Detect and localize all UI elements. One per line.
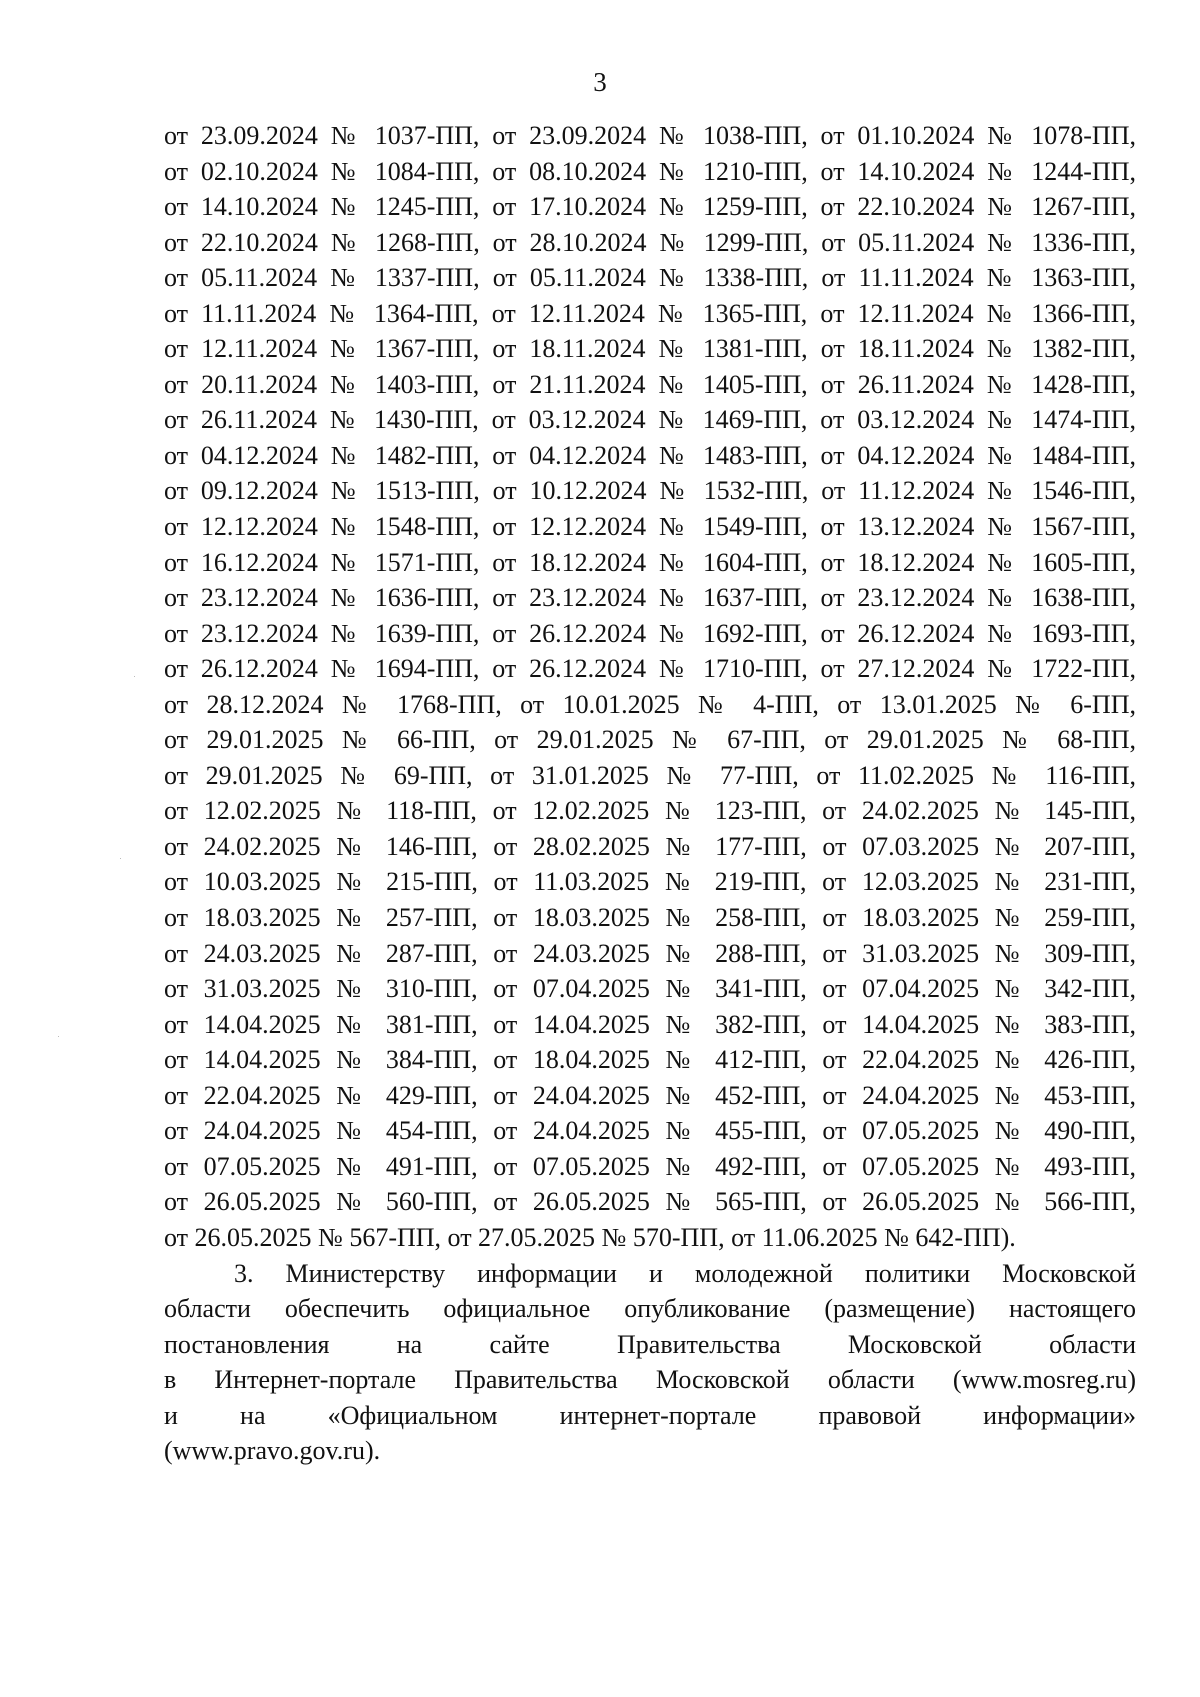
list-line: от 11.11.2024 № 1364-ПП, от 12.11.2024 № 1365-ПП, от 12.11.2024 № 1366-ПП, — [164, 298, 1136, 328]
list-line: от 29.01.2025 № 66-ПП, от 29.01.2025 № 67-ПП, от 29.01.2025 № 68-ПП, — [164, 725, 1136, 755]
list-line: от 31.03.2025 № 310-ПП, от 07.04.2025 № 341-ПП, от 07.04.2025 № 342-ПП, — [164, 974, 1136, 1004]
list-line: от 12.02.2025 № 118-ПП, от 12.02.2025 № 123-ПП, от 24.02.2025 № 145-ПП, — [164, 796, 1136, 826]
list-line: от 14.04.2025 № 381-ПП, от 14.04.2025 № 382-ПП, от 14.04.2025 № 383-ПП, — [164, 1009, 1136, 1039]
list-line: от 24.02.2025 № 146-ПП, от 28.02.2025 № 177-ПП, от 07.03.2025 № 207-ПП, — [164, 831, 1136, 861]
list-line: от 18.03.2025 № 257-ПП, от 18.03.2025 № 258-ПП, от 18.03.2025 № 259-ПП, — [164, 903, 1136, 933]
list-line: от 29.01.2025 № 69-ПП, от 31.01.2025 № 77-ПП, от 11.02.2025 № 116-ПП, — [164, 760, 1136, 790]
list-line: от 28.12.2024 № 1768-ПП, от 10.01.2025 № 4-ПП, от 13.01.2025 № 6-ПП, — [164, 689, 1136, 719]
list-line: от 07.05.2025 № 491-ПП, от 07.05.2025 № 492-ПП, от 07.05.2025 № 493-ПП, — [164, 1151, 1136, 1181]
list-line: от 24.04.2025 № 454-ПП, от 24.04.2025 № 455-ПП, от 07.05.2025 № 490-ПП, — [164, 1116, 1136, 1146]
paragraph-line: постановления на сайте Правительства Московской области — [164, 1329, 1136, 1359]
list-line: от 26.12.2024 № 1694-ПП, от 26.12.2024 № 1710-ПП, от 27.12.2024 № 1722-ПП, — [164, 654, 1136, 684]
list-line: от 26.05.2025 № 560-ПП, от 26.05.2025 № 565-ПП, от 26.05.2025 № 566-ПП, — [164, 1187, 1136, 1217]
resolution-list — [164, 118, 1136, 1256]
list-line: от 02.10.2024 № 1084-ПП, от 08.10.2024 № 1210-ПП, от 14.10.2024 № 1244-ПП, — [164, 156, 1136, 186]
page-number: 3 — [593, 67, 607, 97]
scan-speck — [58, 1036, 59, 1037]
list-line: от 22.10.2024 № 1268-ПП, от 28.10.2024 № 1299-ПП, от 05.11.2024 № 1336-ПП, — [164, 227, 1136, 257]
paragraph-line: (www.pravo.gov.ru). — [164, 1436, 381, 1466]
paragraph-line: и на «Официальном интернет-портале правовой информации» — [164, 1400, 1136, 1430]
scan-speck — [120, 858, 121, 859]
list-line: от 16.12.2024 № 1571-ПП, от 18.12.2024 № 1604-ПП, от 18.12.2024 № 1605-ПП, — [164, 547, 1136, 577]
list-line: от 20.11.2024 № 1403-ПП, от 21.11.2024 № 1405-ПП, от 26.11.2024 № 1428-ПП, — [164, 369, 1136, 399]
list-line: от 23.12.2024 № 1639-ПП, от 26.12.2024 № 1692-ПП, от 26.12.2024 № 1693-ПП, — [164, 618, 1136, 648]
paragraph-3 — [164, 1256, 1136, 1469]
list-line: от 22.04.2025 № 429-ПП, от 24.04.2025 № 452-ПП, от 24.04.2025 № 453-ПП, — [164, 1080, 1136, 1110]
list-line: от 23.12.2024 № 1636-ПП, от 23.12.2024 № 1637-ПП, от 23.12.2024 № 1638-ПП, — [164, 583, 1136, 613]
list-line: от 12.11.2024 № 1367-ПП, от 18.11.2024 № 1381-ПП, от 18.11.2024 № 1382-ПП, — [164, 334, 1136, 364]
scan-speck — [134, 676, 135, 677]
document-body — [164, 118, 1136, 1469]
list-line: от 04.12.2024 № 1482-ПП, от 04.12.2024 № 1483-ПП, от 04.12.2024 № 1484-ПП, — [164, 440, 1136, 470]
list-line: от 26.05.2025 № 567-ПП, от 27.05.2025 № 570-ПП, от 11.06.2025 № 642-ПП). — [164, 1222, 1016, 1252]
list-line: от 09.12.2024 № 1513-ПП, от 10.12.2024 № 1532-ПП, от 11.12.2024 № 1546-ПП, — [164, 476, 1136, 506]
list-line: от 05.11.2024 № 1337-ПП, от 05.11.2024 № 1338-ПП, от 11.11.2024 № 1363-ПП, — [164, 263, 1136, 293]
list-line: от 10.03.2025 № 215-ПП, от 11.03.2025 № 219-ПП, от 12.03.2025 № 231-ПП, — [164, 867, 1136, 897]
list-line: от 12.12.2024 № 1548-ПП, от 12.12.2024 № 1549-ПП, от 13.12.2024 № 1567-ПП, — [164, 512, 1136, 542]
list-line: от 24.03.2025 № 287-ПП, от 24.03.2025 № 288-ПП, от 31.03.2025 № 309-ПП, — [164, 938, 1136, 968]
list-line: от 14.10.2024 № 1245-ПП, от 17.10.2024 № 1259-ПП, от 22.10.2024 № 1267-ПП, — [164, 192, 1136, 222]
list-line: от 23.09.2024 № 1037-ПП, от 23.09.2024 № 1038-ПП, от 01.10.2024 № 1078-ПП, — [164, 121, 1136, 150]
list-line: от 26.11.2024 № 1430-ПП, от 03.12.2024 № 1469-ПП, от 03.12.2024 № 1474-ПП, — [164, 405, 1136, 435]
paragraph-line: в Интернет-портале Правительства Московской области (www.mosreg.ru) — [164, 1365, 1136, 1395]
paragraph-line: 3. Министерству информации и молодежной политики Московской — [234, 1258, 1136, 1288]
list-line: от 14.04.2025 № 384-ПП, от 18.04.2025 № 412-ПП, от 22.04.2025 № 426-ПП, — [164, 1045, 1136, 1075]
paragraph-line: области обеспечить официальное опубликование (размещение) настоящего — [164, 1294, 1136, 1324]
